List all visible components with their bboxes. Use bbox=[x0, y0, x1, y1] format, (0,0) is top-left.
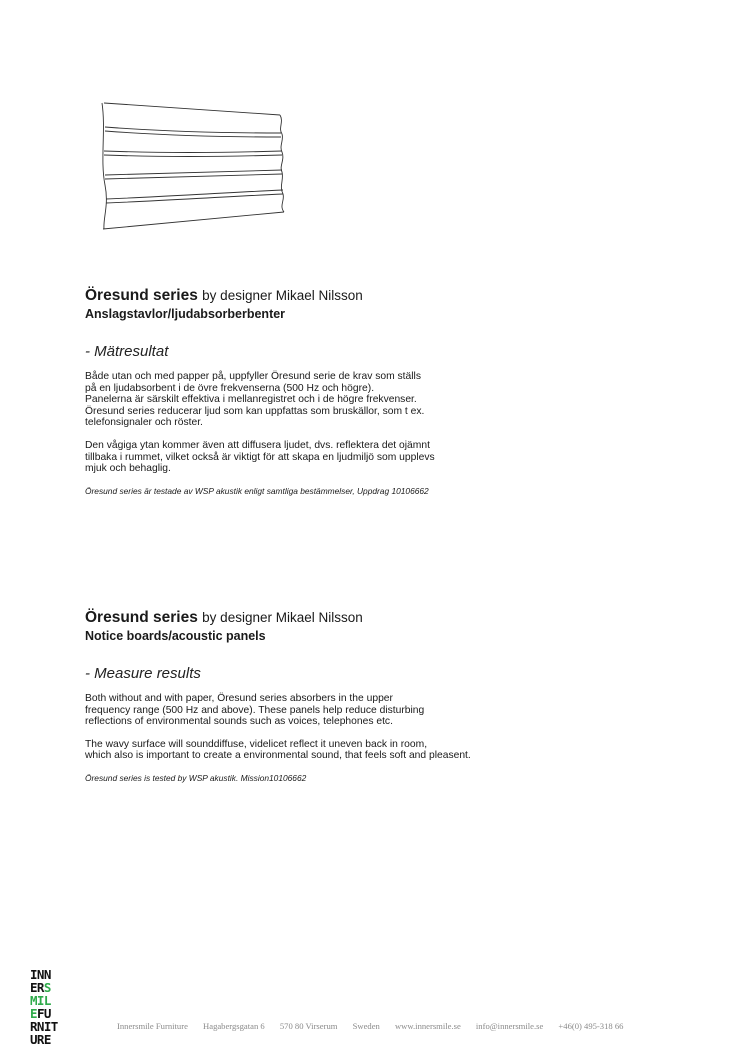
product-name: Öresund series bbox=[85, 287, 198, 304]
text-line: Both without and with paper, Öresund series absorbers in the upper bbox=[85, 693, 393, 704]
text-line: Panelerna är särskilt effektiva i mellanregistret och i de högre frekvenser. bbox=[85, 394, 417, 406]
diffusion-paragraph bbox=[85, 440, 545, 475]
description-paragraph bbox=[85, 371, 545, 429]
footer-postal: 570 80 Virserum bbox=[279, 1021, 338, 1031]
footer-company: Innersmile Furniture bbox=[117, 1021, 188, 1031]
text-line: Öresund series reducerar ljud som kan uppfattas som bruskällor, som t ex. bbox=[85, 405, 425, 417]
product-subtitle: Anslagstavlor/ljudabsorberbenter bbox=[85, 307, 286, 321]
logo-row: EFU bbox=[30, 1006, 51, 1021]
designer-credit: by designer Mikael Nilsson bbox=[202, 288, 363, 303]
logo-row: ERS bbox=[30, 980, 51, 995]
description-paragraph bbox=[85, 693, 545, 728]
test-note: Öresund series is tested by WSP akustik. Mission10106662 bbox=[85, 772, 307, 783]
text-line: reflections of environmental sounds such as voices, telephones etc. bbox=[85, 716, 393, 728]
footer-website[interactable]: www.innersmile.se bbox=[394, 1021, 461, 1031]
panel-illustration bbox=[98, 100, 288, 232]
logo-row: URE bbox=[30, 1032, 51, 1047]
text-line: tillbaka i rummet, vilket också är viktigt för att skapa en ljudmiljö som upplevs bbox=[85, 451, 435, 463]
logo-row: INN bbox=[30, 967, 51, 982]
swedish-section bbox=[85, 286, 545, 496]
text-line: telefonsignaler och röster. bbox=[85, 417, 203, 429]
results-heading: - Measure results bbox=[85, 665, 201, 682]
footer-phone: +46(0) 495-318 66 bbox=[558, 1021, 624, 1031]
english-section bbox=[85, 608, 545, 783]
logo-row: MIL bbox=[30, 993, 51, 1008]
footer-email[interactable]: info@innersmile.se bbox=[475, 1021, 544, 1031]
text-line: på en ljudabsorbent i de övre frekvenserna (500 Hz och högre). bbox=[85, 382, 375, 394]
footer-country: Sweden bbox=[352, 1021, 380, 1031]
designer-credit: by designer Mikael Nilsson bbox=[202, 610, 363, 625]
footer-street: Hagabergsgatan 6 bbox=[203, 1021, 265, 1031]
results-heading: - Mätresultat bbox=[85, 343, 169, 360]
logo-row: RNIT bbox=[30, 1019, 58, 1034]
product-title bbox=[85, 286, 545, 305]
text-line: The wavy surface will sounddiffuse, videlicet reflect it uneven back in room, bbox=[85, 738, 428, 750]
innersmile-logo bbox=[30, 967, 80, 1047]
text-line: Den vågiga ytan kommer även att diffusera ljudet, dvs. reflektera det ojämnt bbox=[85, 439, 430, 451]
product-subtitle: Notice boards/acoustic panels bbox=[85, 629, 266, 643]
text-line: frequency range (500 Hz and above). These panels help reduce disturbing bbox=[85, 704, 425, 716]
text-line: Både utan och med papper på, uppfyller Öresund serie de krav som ställs bbox=[85, 371, 421, 382]
footer-contact bbox=[117, 1021, 717, 1031]
product-name: Öresund series bbox=[85, 609, 198, 626]
text-line: mjuk och behaglig. bbox=[85, 463, 171, 475]
test-note: Öresund series är testade av WSP akustik enligt samtliga bestämmelser, Uppdrag 10106662 bbox=[85, 485, 429, 496]
text-line: which also is important to create a environmental sound, that feels soft and pleasent. bbox=[85, 750, 471, 762]
product-title bbox=[85, 608, 545, 627]
diffusion-paragraph bbox=[85, 739, 545, 762]
